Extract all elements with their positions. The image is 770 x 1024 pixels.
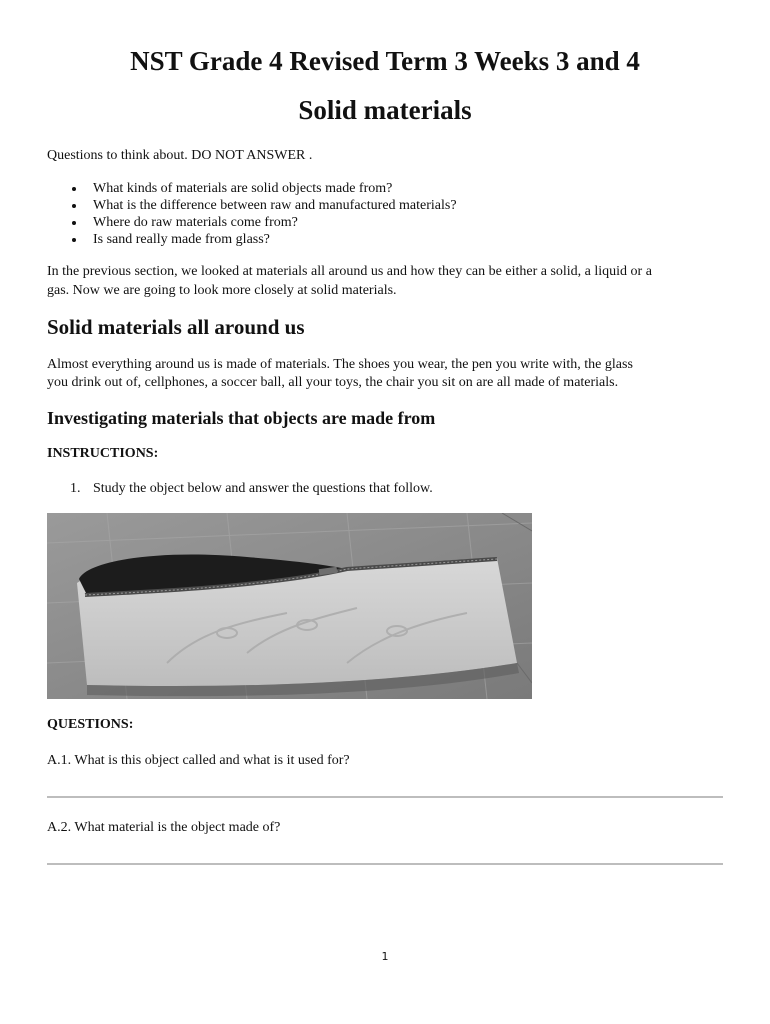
instructions-label: INSTRUCTIONS: bbox=[47, 446, 159, 461]
think-questions-list bbox=[47, 180, 457, 248]
list-item: Where do raw materials come from? bbox=[47, 214, 457, 231]
list-item: What kinds of materials are solid objects made from? bbox=[47, 180, 457, 197]
step-text: Study the object below and answer the questions that follow. bbox=[93, 481, 433, 496]
answer-line-a2[interactable] bbox=[47, 863, 723, 865]
step-number: 1. bbox=[70, 481, 81, 496]
section-heading-solid-materials: Solid materials all around us bbox=[47, 315, 305, 339]
list-item: What is the difference between raw and manufactured materials? bbox=[47, 197, 457, 214]
intro-prompt: Questions to think about. DO NOT ANSWER . bbox=[47, 148, 313, 163]
pencil-case-photo-icon bbox=[47, 513, 532, 699]
answer-line-a1[interactable] bbox=[47, 796, 723, 798]
page-number: 1 bbox=[381, 950, 389, 963]
list-item: Is sand really made from glass? bbox=[47, 231, 457, 248]
intro-paragraph-line-2: gas. Now we are going to look more closely at solid materials. bbox=[47, 283, 397, 298]
question-a1: A.1. What is this object called and what is it used for? bbox=[47, 753, 350, 768]
questions-label: QUESTIONS: bbox=[47, 717, 134, 732]
question-a2: A.2. What material is the object made of? bbox=[47, 820, 281, 835]
instruction-step bbox=[70, 481, 433, 497]
intro-paragraph-line-1: In the previous section, we looked at materials all around us and how they can be either a solid, a liquid or a bbox=[47, 264, 652, 279]
section1-line-1: Almost everything around us is made of materials. The shoes you wear, the pen you write with, the glass bbox=[47, 357, 633, 372]
section1-line-2: you drink out of, cellphones, a soccer ball, all your toys, the chair you sit on are all made of materials. bbox=[47, 375, 619, 390]
document-title: NST Grade 4 Revised Term 3 Weeks 3 and 4 bbox=[130, 46, 640, 76]
section-heading-investigating: Investigating materials that objects are made from bbox=[47, 408, 436, 428]
document-subtitle: Solid materials bbox=[298, 95, 472, 125]
